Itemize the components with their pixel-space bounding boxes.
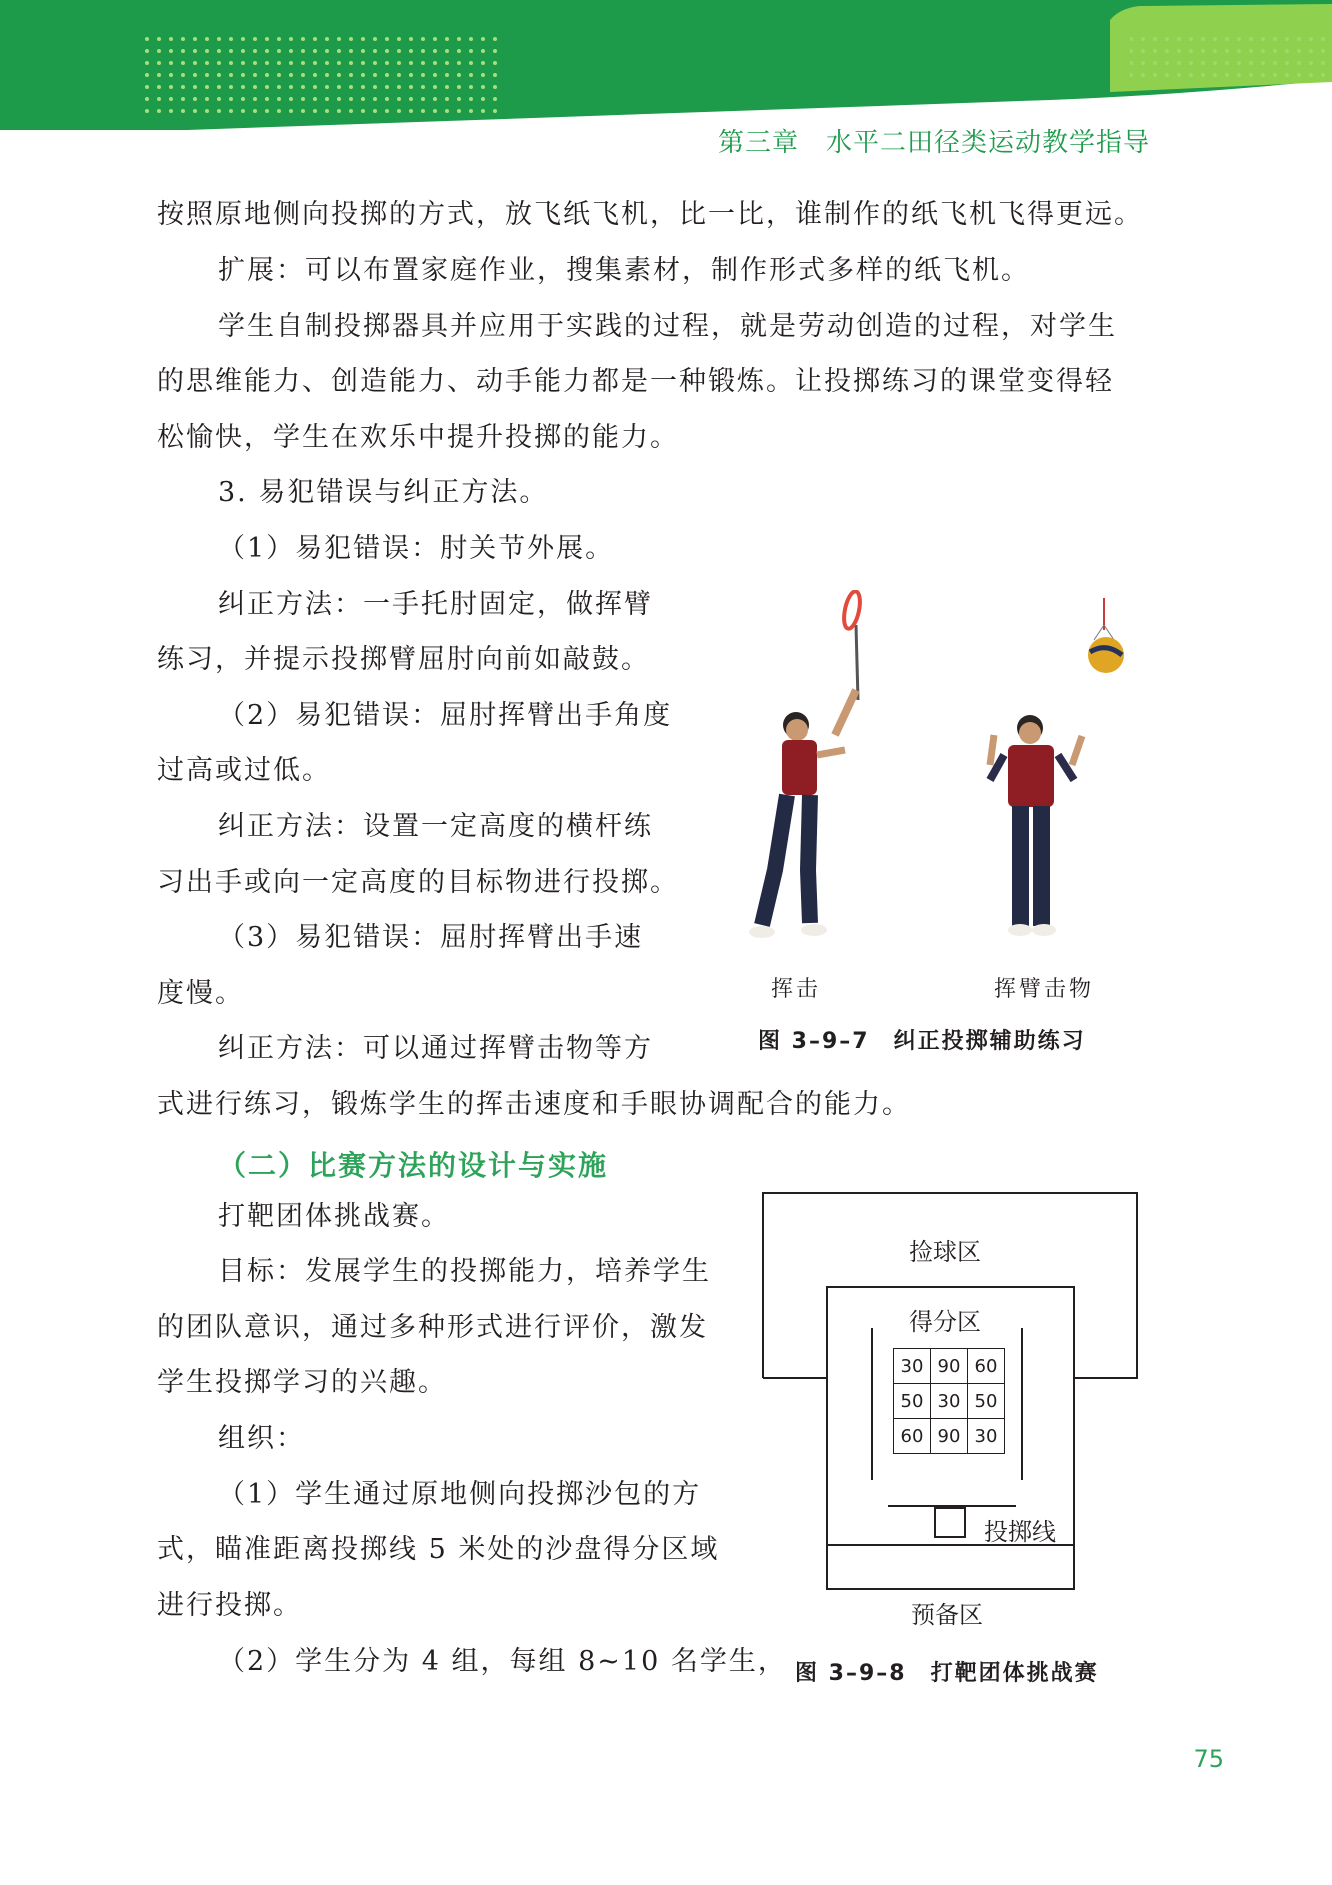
score-cell: 90 <box>931 1349 968 1384</box>
figure-right-label: 挥臂击物 <box>994 977 1095 1002</box>
paragraph-line: 进行投掷。 <box>157 1590 302 1621</box>
paragraph-line: 的团队意识，通过多种形式进行评价，激发 <box>157 1312 708 1343</box>
figure-caption: 图 3–9–7 纠正投掷辅助练习 <box>758 1029 1086 1054</box>
paragraph-line: 式进行练习，锻炼学生的挥击速度和手眼协调配合的能力。 <box>157 1089 911 1120</box>
paragraph-line: 习出手或向一定高度的目标物进行投掷。 <box>157 867 679 898</box>
score-cell: 30 <box>931 1384 968 1419</box>
figure-caption: 图 3–9–8 打靶团体挑战赛 <box>795 1661 1099 1686</box>
score-cell: 50 <box>894 1384 931 1419</box>
paragraph-line: 学生自制投掷器具并应用于实践的过程，就是劳动创造的过程，对学生 <box>218 311 1117 342</box>
paragraph-line: 学生投掷学习的兴趣。 <box>157 1367 447 1398</box>
paragraph-line: 纠正方法：一手托肘固定，做挥臂 <box>218 589 653 620</box>
paragraph-line: 的思维能力、创造能力、动手能力都是一种锻炼。让投掷练习的课堂变得轻 <box>157 366 1114 397</box>
section-heading: （二）比赛方法的设计与实施 <box>218 1149 609 1182</box>
paragraph-line: 纠正方法：设置一定高度的横杆练 <box>218 811 653 842</box>
score-cell: 90 <box>931 1419 968 1454</box>
score-grid <box>893 1348 1005 1454</box>
figure-left-label: 挥击 <box>771 977 822 1002</box>
paragraph-line: （1）学生通过原地侧向投掷沙包的方 <box>218 1479 702 1510</box>
score-cell: 50 <box>968 1384 1005 1419</box>
score-cell: 30 <box>894 1349 931 1384</box>
chapter-title: 第三章 水平二田径类运动教学指导 <box>717 128 1150 158</box>
ready-zone-label: 预备区 <box>911 1601 983 1629</box>
student-hit-figure <box>990 598 1124 936</box>
paragraph-line: 式，瞄准距离投掷线 5 米处的沙盘得分区域 <box>157 1534 720 1565</box>
paragraph-line: 打靶团体挑战赛。 <box>218 1201 450 1232</box>
throw-line-label: 投掷线 <box>984 1518 1056 1546</box>
score-zone-label: 得分区 <box>909 1308 981 1336</box>
paragraph-line: 过高或过低。 <box>157 755 331 786</box>
paragraph-line: （1）易犯错误：肘关节外展。 <box>218 533 615 564</box>
paragraph-line: 3. 易犯错误与纠正方法。 <box>218 477 549 508</box>
paragraph-line: 按照原地侧向投掷的方式，放飞纸飞机，比一比，谁制作的纸飞机飞得更远。 <box>157 199 1143 230</box>
score-cell: 60 <box>894 1419 931 1454</box>
paragraph-line: 度慢。 <box>157 978 244 1009</box>
pick-zone-label: 捡球区 <box>909 1238 981 1266</box>
paragraph-line: 目标：发展学生的投掷能力，培养学生 <box>218 1256 711 1287</box>
paragraph-line: 扩展：可以布置家庭作业，搜集素材，制作形式多样的纸飞机。 <box>218 255 1030 286</box>
paragraph-line: （2）学生分为 4 组，每组 8~10 名学生， <box>218 1646 787 1677</box>
paragraph-line: （2）易犯错误：屈肘挥臂出手角度 <box>218 700 673 731</box>
student-swing-figure <box>749 590 863 938</box>
paragraph-line: （3）易犯错误：屈肘挥臂出手速 <box>218 922 644 953</box>
score-cell: 30 <box>968 1419 1005 1454</box>
header-banner <box>0 0 1332 130</box>
score-cell: 60 <box>968 1349 1005 1384</box>
page-number: 75 <box>1193 1745 1224 1773</box>
paragraph-line: 组织： <box>218 1423 305 1454</box>
paragraph-line: 松愉快，学生在欢乐中提升投掷的能力。 <box>157 422 679 453</box>
paragraph-line: 练习，并提示投掷臂屈肘向前如敲鼓。 <box>157 644 650 675</box>
figure-practice-photos <box>740 590 1160 965</box>
paragraph-line: 纠正方法：可以通过挥臂击物等方 <box>218 1033 653 1064</box>
